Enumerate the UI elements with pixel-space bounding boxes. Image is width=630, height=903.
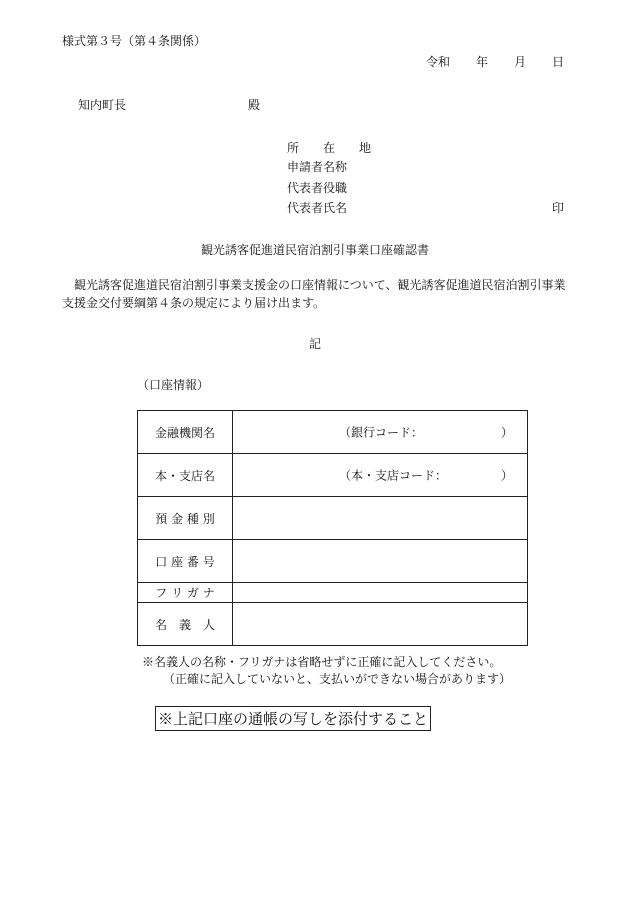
table-row [138, 603, 528, 646]
applicant-address-label: 所 在 地 [287, 141, 378, 155]
furigana-field[interactable] [233, 583, 528, 603]
date-month: 月 [513, 55, 526, 69]
note-furigana: ※名義人の名称・フリガナは省略せずに正確に記入してください。 [142, 655, 502, 669]
account-holder-field[interactable] [233, 603, 528, 646]
date-line [426, 53, 564, 70]
table-row [138, 583, 528, 603]
document-title: 観光誘客促進道民宿泊割引事業口座確認書 [200, 243, 429, 257]
body-text: 観光誘客促進道民宿泊割引事業支援金の口座情報について、観光誘客促進道民宿泊割引事業支援金交付要綱第４条の規定により届け出ます。 [62, 278, 566, 310]
furigana-label: フ リ ガ ナ [138, 583, 233, 603]
representative-name-label: 代表者氏名 [287, 201, 348, 215]
account-number-field[interactable] [233, 540, 528, 583]
honorific: 殿 [248, 98, 261, 112]
date-year: 年 [475, 55, 488, 69]
account-holder-label: 名 義 人 [138, 603, 233, 646]
seal-mark: 印 [551, 201, 564, 215]
table-row [138, 497, 528, 540]
deposit-type-field[interactable] [233, 497, 528, 540]
bank-name-label: 金融機関名 [138, 411, 233, 454]
branch-code-label: （本・支店コード： ） [338, 468, 513, 483]
account-number-label: 口 座 番 号 [138, 540, 233, 583]
deposit-type-label: 預 金 種 別 [138, 497, 233, 540]
ki-marker: 記 [308, 337, 321, 351]
table-row [138, 411, 528, 454]
branch-name-field[interactable] [233, 454, 528, 497]
bank-code-label: （銀行コード： ） [338, 425, 513, 440]
table-row [138, 540, 528, 583]
addressee: 知内町長 [78, 98, 127, 112]
note-payment-warning: （正確に記入していないと、支払いができない場合があります） [163, 672, 512, 686]
bank-name-field[interactable] [233, 411, 528, 454]
account-info-header: （口座情報） [137, 378, 210, 392]
branch-name-label: 本・支店名 [138, 454, 233, 497]
form-number: 様式第３号（第４条関係） [62, 34, 207, 48]
date-day: 日 [551, 55, 564, 69]
applicant-name-label: 申請者名称 [287, 160, 348, 174]
attachment-note: ※上記口座の通帳の写しを添付すること [155, 706, 431, 731]
table-row [138, 454, 528, 497]
representative-title-label: 代表者役職 [287, 181, 348, 195]
account-table [137, 410, 528, 646]
date-era: 令和 [425, 55, 450, 69]
